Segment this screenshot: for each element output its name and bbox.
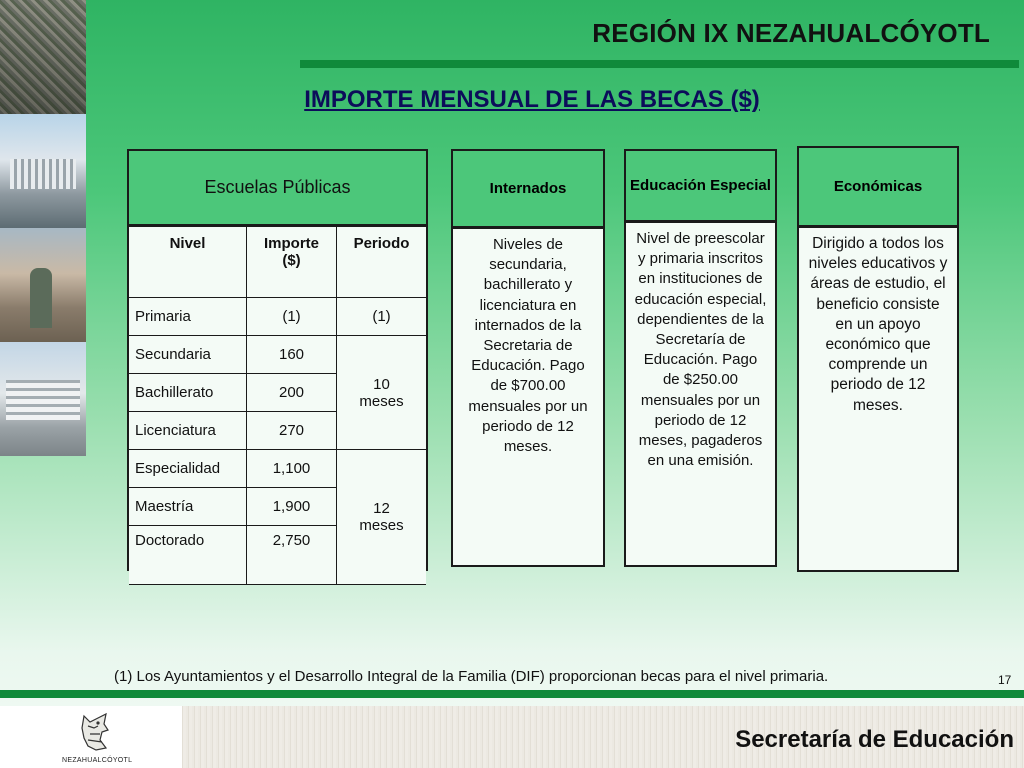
cell-periodo-group: 12 meses — [337, 450, 427, 585]
becas-table — [129, 227, 426, 585]
footer-divider — [0, 690, 1024, 698]
cell-importe: 1,100 — [247, 450, 337, 488]
cell-periodo: (1) — [337, 298, 427, 336]
logo-caption: NEZAHUALCÓYOTL — [62, 757, 133, 764]
header-divider — [300, 60, 1019, 68]
cell-nivel: Maestría — [129, 488, 247, 526]
table-row — [129, 336, 426, 374]
educacion-especial-description: Nivel de preescolar y primaria inscritos en instituciones de educación especial, dependientes de la Secretaría de Educación. Pago de $250.00 mensuales por un periodo de 12 meses, pagaderos en una emisión. — [626, 223, 775, 565]
avenue-monument-photo — [0, 228, 86, 342]
cell-nivel: Primaria — [129, 298, 247, 336]
cell-nivel: Bachillerato — [129, 374, 247, 412]
cell-importe: 200 — [247, 374, 337, 412]
economicas-header: Económicas — [799, 148, 957, 228]
table-header-row — [129, 227, 426, 298]
plaza-photo — [0, 342, 86, 456]
page-number: 17 — [998, 673, 1012, 687]
coyote-logo-icon — [78, 712, 112, 752]
economicas-description: Dirigido a todos los niveles educativos y áreas de estudio, el beneficio consiste en un apoyo económico que comprende un periodo de 12 meses. — [799, 228, 957, 570]
column-header-periodo: Periodo — [337, 227, 427, 298]
cell-nivel: Especialidad — [129, 450, 247, 488]
building-photo — [0, 114, 86, 228]
escuelas-publicas-header: Escuelas Públicas — [129, 151, 426, 227]
footnote: (1) Los Ayuntamientos y el Desarrollo Integral de la Familia (DIF) proporcionan becas para el nivel primaria. — [114, 668, 829, 685]
cell-nivel: Licenciatura — [129, 412, 247, 450]
economicas-box — [797, 146, 959, 572]
table-row — [129, 298, 426, 336]
column-header-nivel: Nivel — [129, 227, 247, 298]
page-title: IMPORTE MENSUAL DE LAS BECAS ($) — [304, 86, 760, 113]
cell-importe: 160 — [247, 336, 337, 374]
internados-description: Niveles de secundaria, bachillerato y licenciatura en internados de la Secretaria de Educación. Pago de $700.00 mensuales por un periodo de 12 meses. — [453, 229, 603, 565]
escuelas-publicas-table — [127, 149, 428, 571]
cell-nivel: Secundaria — [129, 336, 247, 374]
column-header-importe: Importe ($) — [247, 227, 337, 298]
internados-header: Internados — [453, 151, 603, 229]
cell-importe: 270 — [247, 412, 337, 450]
table-row — [129, 450, 426, 488]
footer-title: Secretaría de Educación — [735, 726, 1014, 753]
cell-periodo-group: 10 meses — [337, 336, 427, 450]
educacion-especial-box — [624, 149, 777, 567]
cell-nivel: Doctorado — [129, 526, 247, 585]
cell-importe: 1,900 — [247, 488, 337, 526]
cell-importe: (1) — [247, 298, 337, 336]
educacion-especial-header: Educación Especial — [626, 151, 775, 223]
photo-strip — [0, 0, 86, 456]
cell-importe: 2,750 — [247, 526, 337, 585]
region-title: REGIÓN IX NEZAHUALCÓYOTL — [592, 18, 990, 48]
internados-box — [451, 149, 605, 567]
